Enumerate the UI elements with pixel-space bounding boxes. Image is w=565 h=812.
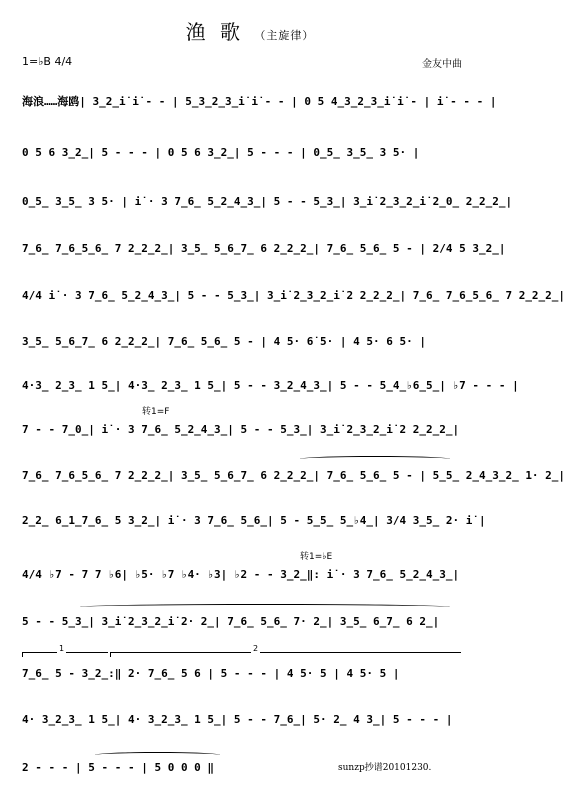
modulation-label-eb: 转1=♭E <box>300 552 333 562</box>
subtitle-text: （主旋律） <box>254 29 315 42</box>
title-text: 渔 歌 <box>185 20 244 44</box>
transcriber-credit: sunzp抄谱20101230. <box>338 763 432 773</box>
score-line-9: 7̲6̲ 7̲6̲5̲6̲ 7 2̲2̲2̲| 3̲5̲ 5̲6̲7̲ 6 2̲2̲2̲| 7̲6̲ 5̲6̲ 5 - | 5̲5̲ 2̲4̲3̲2̲ 1· 2̲| <box>22 469 565 482</box>
score-line-1: 海浪……海鸥| 3̲2̲i̇ i̇ - - | 5̲3̲2̲3̲i̇ i̇ - - | 0 5 4̲3̲2̲3̲i̇ i̇ - | i̇ - - - | <box>22 95 497 108</box>
score-line-14: 4· 3̲2̲3̲ 1 5̲| 4· 3̲2̲3̲ 1 5̲| 5 - - 7̲6̲| 5· 2̲ 4 3̲| 5 - - - | <box>22 713 453 726</box>
score-line-5: 4/4 i̇ · 3 7̲6̲ 5̲2̲4̲3̲| 5 - - 5̲3̲| 3̲i̇ 2̲3̲2̲i̇ 2 2̲2̲2̲| 7̲6̲ 7̲6̲5̲6̲ 7 2̲2̲2̲| <box>22 289 565 302</box>
long-phrase-slur <box>80 604 450 610</box>
second-ending-bracket <box>110 644 461 657</box>
second-ending-label: 2 <box>253 644 259 653</box>
score-line-10: 2̲2̲ 6̲1̲7̲6̲ 5 3̲2̲| i̇ · 3 7̲6̲ 5̲6̲| 5 - 5̲5̲ 5̲♭4̲| 3/4 3̲5̲ 2· i̇ | <box>22 514 486 527</box>
score-line-13: 7̲6̲ 5 - 3̲2̲:‖ 2· 7̲6̲ 5 6 | 5 - - - | 4 5· 5 | 4 5· 5 | <box>22 667 400 680</box>
score-line-15: 2 - - - | 5 - - - | 5 0 0 0 ‖ <box>22 761 215 774</box>
score-line-11: 4/4 ♭7 - 7 7 ♭6| ♭5· ♭7 ♭4· ♭3| ♭2 - - 3̲2̲‖: i̇ · 3 7̲6̲ 5̲2̲4̲3̲| <box>22 568 460 581</box>
score-line-2: 0 5 6 3̲2̲| 5 - - - | 0 5 6 3̲2̲| 5 - - - | 0̲5̲ 3̲5̲ 3 5· | <box>22 146 420 159</box>
score-line-4: 7̲6̲ 7̲6̲5̲6̲ 7 2̲2̲2̲| 3̲5̲ 5̲6̲7̲ 6 2̲2̲2̲| 7̲6̲ 5̲6̲ 5 - | 2/4 5 3̲2̲| <box>22 242 506 255</box>
score-title <box>0 16 500 45</box>
score-line-12: 5 - - 5̲3̲| 3̲i̇ 2̲3̲2̲i̇ 2· 2̲| 7̲6̲ 5̲6̲ 7· 2̲| 3̲5̲ 6̲7̲ 6 2̲| <box>22 615 440 628</box>
modulation-label-f: 转1=F <box>142 407 170 417</box>
first-ending-bracket <box>22 644 108 657</box>
score-line-7: 4·3̲ 2̲3̲ 1 5̲| 4·3̲ 2̲3̲ 1 5̲| 5 - - 3̲2̲4̲3̲| 5 - - 5̲4̲♭6̲5̲| ♭7 - - - | <box>22 379 519 392</box>
composer-credit: 金友中曲 <box>422 59 462 70</box>
score-line-3: 0̲5̲ 3̲5̲ 3 5· | i̇ · 3 7̲6̲ 5̲2̲4̲3̲| 5 - - 5̲3̲| 3̲i̇ 2̲3̲2̲i̇ 2̲0̲ 2̲2̲2̲| <box>22 195 513 208</box>
key-signature: 1=♭B 4/4 <box>22 55 73 68</box>
first-ending-label: 1 <box>59 644 65 653</box>
score-line-8: 7 - - 7̲0̲| i̇ · 3 7̲6̲ 5̲2̲4̲3̲| 5 - - 5̲3̲| 3̲i̇ 2̲3̲2̲i̇ 2 2̲2̲2̲| <box>22 423 460 436</box>
score-line-6: 3̲5̲ 5̲6̲7̲ 6 2̲2̲2̲| 7̲6̲ 5̲6̲ 5 - | 4 5· 6̇ 5· | 4 5· 6 5· | <box>22 335 426 348</box>
phrase-slur <box>300 456 450 462</box>
